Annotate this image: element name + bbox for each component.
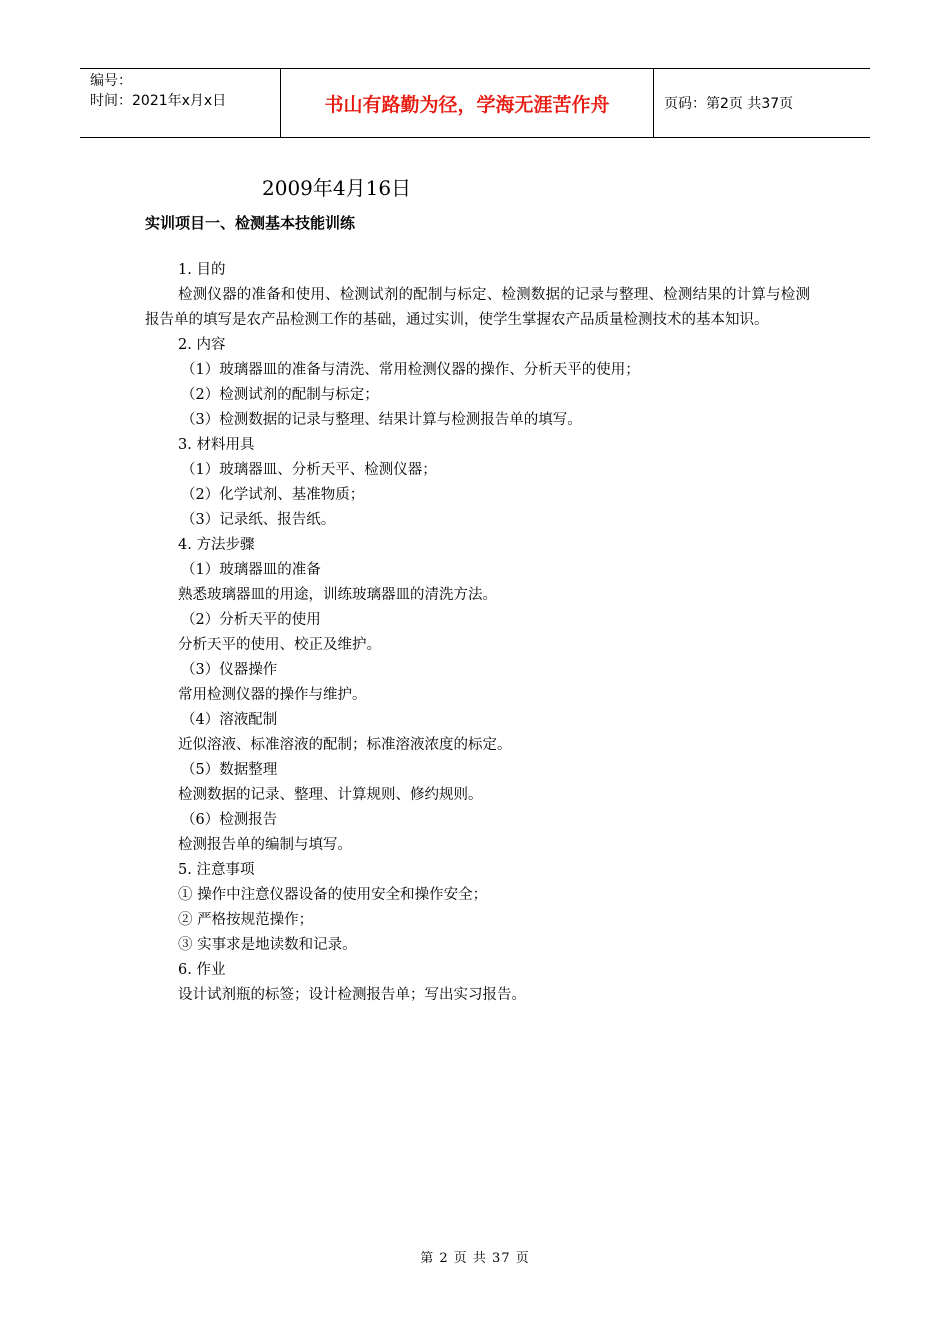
step-title: （6）检测报告 — [181, 812, 278, 828]
header-page-info: 页码：第2页 共37页 — [664, 96, 794, 112]
list-item: （3）检测数据的记录与整理、结果计算与检测报告单的填写。 — [181, 412, 582, 428]
section-heading-notes: 5. 注意事项 — [178, 862, 255, 878]
document-body — [145, 258, 810, 1008]
list-item: （2）检测试剂的配制与标定； — [181, 387, 379, 403]
section-heading-content: 2. 内容 — [178, 337, 226, 353]
page-footer: 第 2 页 共 37 页 — [420, 1251, 530, 1266]
step-title: （5）数据整理 — [181, 762, 278, 778]
list-item: （3）记录纸、报告纸。 — [181, 512, 336, 528]
section-heading-homework: 6. 作业 — [178, 962, 226, 978]
homework-text: 设计试剂瓶的标签；设计检测报告单；写出实习报告。 — [178, 987, 526, 1003]
step-description: 常用检测仪器的操作与维护。 — [178, 687, 367, 703]
step-description: 熟悉玻璃器皿的用途，训练玻璃器皿的清洗方法。 — [178, 587, 497, 603]
step-description: 检测数据的记录、整理、计算规则、修约规则。 — [178, 787, 483, 803]
list-item: （1）玻璃器皿的准备与清洗、常用检测仪器的操作、分析天平的使用； — [181, 362, 640, 378]
list-item: （2）化学试剂、基准物质； — [181, 487, 365, 503]
project-title: 实训项目一、检测基本技能训练 — [145, 214, 356, 232]
step-description: 检测报告单的编制与填写。 — [178, 837, 352, 853]
section-heading-materials: 3. 材料用具 — [178, 437, 255, 453]
document-date: 2009年4月16日 — [262, 176, 412, 200]
step-title: （4）溶液配制 — [181, 712, 278, 728]
time-label: 时间：2021年x月x日 — [90, 93, 227, 109]
header-meta-cell — [80, 69, 281, 137]
section-heading-methods: 4. 方法步骤 — [178, 537, 255, 553]
list-item: ③ 实事求是地读数和记录。 — [178, 937, 357, 953]
step-title: （2）分析天平的使用 — [181, 612, 321, 628]
step-description: 分析天平的使用、校正及维护。 — [178, 637, 381, 653]
section-heading-purpose: 1. 目的 — [178, 262, 226, 278]
step-title: （1）玻璃器皿的准备 — [181, 562, 321, 578]
list-item: ② 严格按规范操作； — [178, 912, 314, 928]
purpose-paragraph: 检测仪器的准备和使用、检测试剂的配制与标定、检测数据的记录与整理、检测结果的计算与检测报告单的填写是农产品检测工作的基础，通过实训，使学生掌握农产品质量检测技术的基本知识。 — [145, 287, 810, 328]
step-title: （3）仪器操作 — [181, 662, 278, 678]
list-item: （1）玻璃器皿、分析天平、检测仪器； — [181, 462, 437, 478]
list-item: ① 操作中注意仪器设备的使用安全和操作安全； — [178, 887, 488, 903]
number-label: 编号： — [90, 73, 132, 89]
page-header — [80, 68, 870, 138]
step-description: 近似溶液、标准溶液的配制；标准溶液浓度的标定。 — [178, 737, 512, 753]
header-motto: 书山有路勤为径，学海无涯苦作舟 — [281, 69, 654, 137]
